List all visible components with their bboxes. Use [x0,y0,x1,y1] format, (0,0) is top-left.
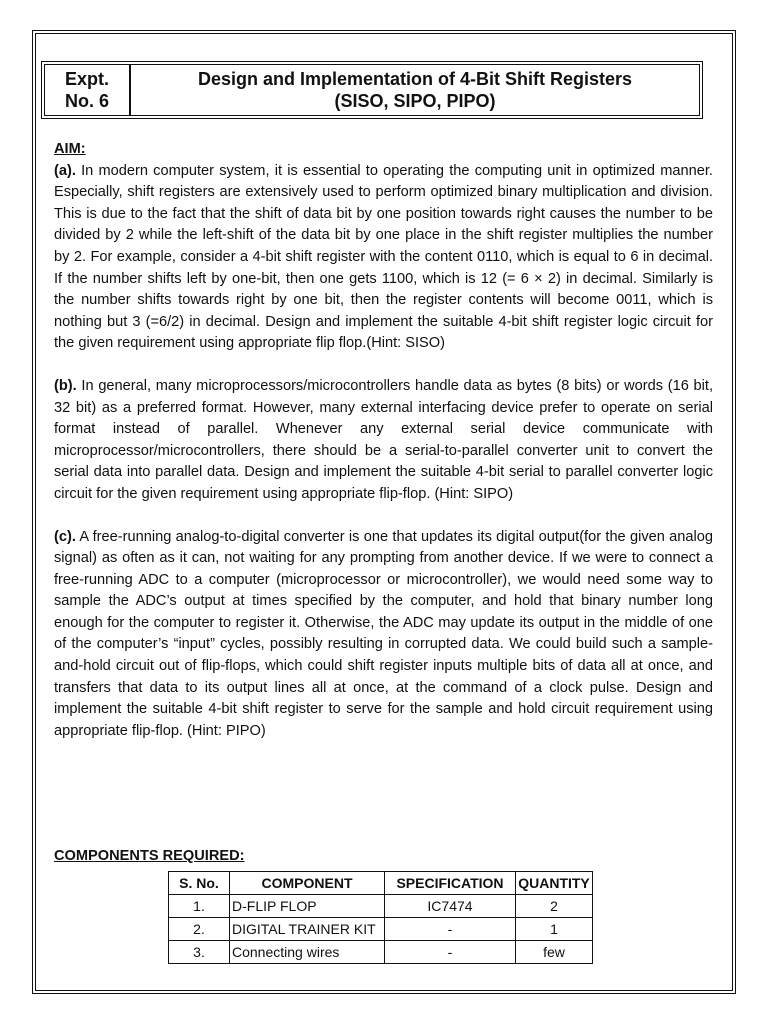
components-table [168,871,593,964]
table-row [169,941,593,964]
table-cell: - [385,941,516,964]
paragraph-a-tag: (a). [54,162,76,179]
table-cell: D-FLIP FLOP [230,895,385,918]
paragraph-a-text: In modern computer system, it is essential to operating the computing unit in optimized manner. Especially, shift registers are extensively used to perform optimized binary multiplication and division. This is due to the fact that the shift of data bit by one position towards right causes the number to be divided by 2 while the left-shift of the data bit by one place in the shift register multiplies the number by 2. For example, consider a 4-bit shift register with the content 0110, which is equal to 6 in decimal. If the number shifts left by one-bit, then one gets 1100, which is 12 (= 6 × 2) in decimal. Similarly is the number shifts towards right by one bit, then the register contents will become 0011, which is nothing but 3 (=6/2) in decimal. Design and implement the suitable 4-bit shift register logic circuit for the given requirement using appropriate flip flop.(Hint: SISO) [54,162,713,352]
table-cell: Connecting wires [230,941,385,964]
expt-label: Expt. [64,69,109,89]
table-cell: - [385,918,516,941]
column-header: S. No. [169,872,230,895]
experiment-title [131,65,699,115]
aim-paragraph-b [54,376,713,506]
experiment-number [45,65,131,115]
components-heading: COMPONENTS REQUIRED: [54,848,245,864]
table-cell: 2. [169,918,230,941]
table-cell: few [516,941,593,964]
expt-number: No. 6 [64,91,109,111]
title-line-2: (SISO, SIPO, PIPO) [334,91,496,111]
aim-section [54,139,713,742]
table-cell: 3. [169,941,230,964]
table-row [169,895,593,918]
aim-heading: AIM: [54,141,86,157]
column-header: SPECIFICATION [385,872,516,895]
table-cell: 1. [169,895,230,918]
aim-paragraph-a [54,161,713,355]
table-cell: DIGITAL TRAINER KIT [230,918,385,941]
column-header: QUANTITY [516,872,593,895]
column-header: COMPONENT [230,872,385,895]
table-cell: IC7474 [385,895,516,918]
paragraph-c-tag: (c). [54,528,76,545]
title-line-1: Design and Implementation of 4-Bit Shift Registers [197,69,633,89]
paragraph-b-text: In general, many microprocessors/microcontrollers handle data as bytes (8 bits) or words (16 bit, 32 bit) as a preferred format. However, many external interfacing device prefer to operate on serial format instead of parallel. Whenever any external serial device communicate with microprocessor/microcontrollers, there should be a serial-to-parallel converter unit to convert the serial data into parallel data. Design and implement the suitable 4-bit serial to parallel converter logic circuit for the given requirement using appropriate flip-flop. (Hint: SIPO) [54,377,713,502]
table-cell: 2 [516,895,593,918]
table-header-row [169,872,593,895]
table-cell: 1 [516,918,593,941]
experiment-header [41,61,703,119]
aim-paragraph-c [54,527,713,743]
paragraph-b-tag: (b). [54,377,77,394]
paragraph-c-text: A free-running analog-to-digital converter is one that updates its digital output(for the given analog signal) as often as it can, not waiting for any prompting from another device. If we were to connect a free-running ADC to a computer (microprocessor or microcontroller), we would need some way to sample the ADC’s output at times specified by the computer, and hold that binary number long enough for the computer to register it. Otherwise, the ADC may update its output in the middle of one of the computer’s “input” cycles, possibly resulting in corrupted data. We could build such a sample-and-hold circuit out of flip-flops, which could shift register inputs multiple bits of data all at once, and transfers that data to its output lines all at once, at the command of a clock pulse. Design and implement the suitable 4-bit shift register to serve for the sample and hold circuit requirement using appropriate flip-flop. (Hint: PIPO) [54,528,713,739]
table-row [169,918,593,941]
